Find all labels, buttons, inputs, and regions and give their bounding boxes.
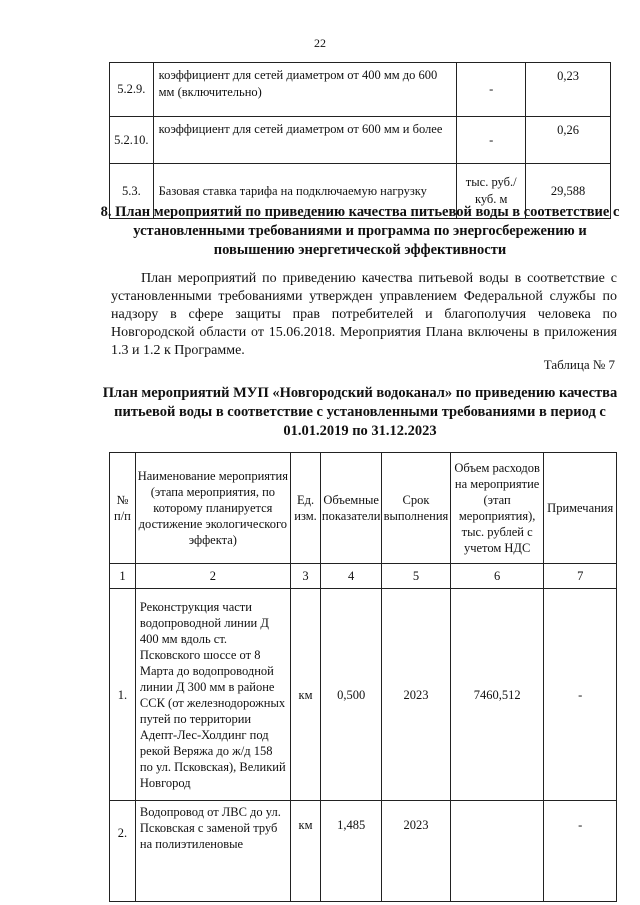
row-note: -: [544, 589, 617, 801]
row-value: 0,26: [526, 117, 611, 164]
row-number: 5.3.: [110, 164, 154, 219]
row-unit: тыс. руб./куб. м: [457, 164, 526, 219]
row-name: Реконструкция части водопроводной линии Д 400 мм вдоль ст. Псковского шоссе от 8 Марта до водопроводной линии Д 300 мм в районе ССК (от железнодорожных путей по территории Адепт-Лес-Холдинг под рекой Веряжа до ж/д 158 по ул. Псковская), Великий Новгород: [135, 589, 290, 801]
header-term: Срок выполнения: [382, 453, 451, 564]
column-index: 1: [110, 564, 136, 589]
section-heading: 8. План мероприятий по приведению качества питьевой воды в соответствие с установленными требованиями и программа по энергосбережению и повышению энергетической эффективности: [100, 204, 620, 258]
page-number: 22: [314, 36, 326, 50]
header-name: Наименование мероприятия (этапа мероприятия, по которому планируется достижение экологического эффекта): [135, 453, 290, 564]
row-cost: 7460,512: [450, 589, 544, 801]
plan-title: План мероприятий МУП «Новгородский водоканал» по приведению качества питьевой воды в соответствие с установленными требованиями в период с 01.01.2019 по 31.12.2023: [102, 385, 618, 439]
row-number: 2.: [110, 801, 136, 902]
row-unit: -: [457, 117, 526, 164]
row-number: 5.2.10.: [110, 117, 154, 164]
row-value: 0,23: [526, 63, 611, 117]
section-paragraph: План мероприятий по приведению качества питьевой воды в соответствие с установленными требованиями утвержден управлением Федеральной службы по надзору в сфере защиты прав потребителей и благополучия человека по Новгородской области от 15.06.2018. Мероприятия Плана включены в приложения 1.3 и 1.2 к Программе.: [111, 271, 617, 358]
column-index: 6: [450, 564, 544, 589]
column-index: 7: [544, 564, 617, 589]
table-row: [110, 117, 611, 164]
table-row: [110, 589, 617, 801]
column-index: 2: [135, 564, 290, 589]
plan-table: [109, 452, 617, 902]
column-index: 4: [321, 564, 382, 589]
row-term: 2023: [382, 589, 451, 801]
row-unit: -: [457, 63, 526, 117]
column-index-row: [110, 564, 617, 589]
header-unit: Ед. изм.: [290, 453, 320, 564]
row-volume: 1,485: [321, 801, 382, 902]
row-volume: 0,500: [321, 589, 382, 801]
row-unit: км: [290, 801, 320, 902]
table-row: [110, 801, 617, 902]
tariff-table: [109, 62, 611, 219]
row-name: Базовая ставка тарифа на подключаемую нагрузку: [153, 164, 457, 219]
table-row: [110, 63, 611, 117]
header-note: Примечания: [544, 453, 617, 564]
column-index: 3: [290, 564, 320, 589]
header-volume: Объемные показатели: [321, 453, 382, 564]
row-term: 2023: [382, 801, 451, 902]
header-num: № п/п: [110, 453, 136, 564]
row-number: 5.2.9.: [110, 63, 154, 117]
row-unit: км: [290, 589, 320, 801]
row-cost: [450, 801, 544, 902]
row-name: коэффициент для сетей диаметром от 400 мм до 600 мм (включительно): [153, 63, 457, 117]
row-name: коэффициент для сетей диаметром от 600 мм и более: [153, 117, 457, 164]
column-index: 5: [382, 564, 451, 589]
table-header-row: [110, 453, 617, 564]
header-cost: Объем расходов на мероприятие (этап мероприятия), тыс. рублей с учетом НДС: [450, 453, 544, 564]
table-caption: Таблица № 7: [543, 357, 615, 372]
row-value: 29,588: [526, 164, 611, 219]
row-note: -: [544, 801, 617, 902]
row-number: 1.: [110, 589, 136, 801]
row-name: Водопровод от ЛВС до ул. Псковская с заменой труб на полиэтиленовые: [135, 801, 290, 902]
